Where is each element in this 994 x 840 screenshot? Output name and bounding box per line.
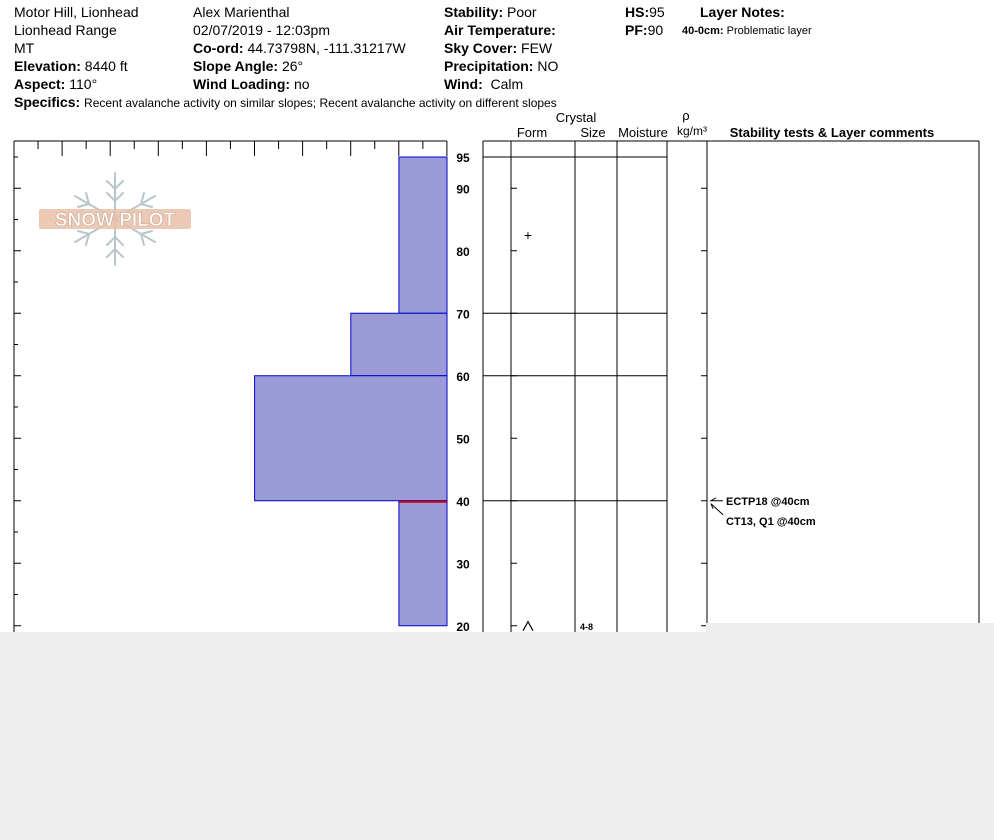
slope-label: Slope Angle: (193, 58, 279, 74)
elevation-value: 8440 ft (84, 58, 128, 74)
hs-label: HS: (625, 4, 650, 20)
stability-value: Poor (507, 4, 537, 20)
wind-loading-label: Wind Loading: (193, 76, 291, 92)
stability-test-result: CT13, Q1 @40cm (726, 515, 816, 528)
depth-label: 80 (456, 244, 470, 259)
layer-note-range: 40-0cm: (682, 25, 724, 37)
observer: Alex Marienthal (193, 4, 290, 20)
snow-layer-bar (351, 313, 447, 376)
depth-label: 30 (456, 557, 470, 572)
density-symbol: ρ (682, 108, 690, 123)
stability-test-pointer (711, 504, 723, 515)
depth-label: 50 (456, 432, 470, 447)
stability-test-result: ECTP18 @40cm (726, 495, 810, 508)
depth-label: 60 (456, 369, 470, 384)
observation-datetime: 02/07/2019 - 12:03pm (193, 22, 330, 38)
elevation-label: Elevation: (14, 58, 81, 74)
state: MT (14, 40, 35, 56)
coord-label: Co-ord: (193, 40, 244, 56)
snow-layer-bar (399, 157, 447, 313)
location: Motor Hill, Lionhead (14, 4, 139, 20)
size-header: Size (580, 125, 606, 140)
pf-value: 90 (647, 22, 664, 38)
hs-value: 95 (649, 4, 665, 20)
layer-notes-label: Layer Notes: (700, 4, 785, 20)
pf-label: PF: (625, 22, 648, 38)
depth-label: 40 (456, 494, 470, 509)
precip-value: NO (537, 58, 559, 74)
crystal-header: Crystal (555, 110, 597, 125)
crystal-form-symbol (523, 622, 533, 631)
form-header: Form (516, 125, 548, 140)
wind-loading-value: no (293, 76, 310, 92)
specifics-label: Specifics: (14, 94, 81, 110)
crystal-form-symbol: + (523, 227, 533, 244)
crystal-size: 4-8 (580, 621, 594, 632)
slope-value: 26° (281, 58, 304, 74)
density-unit: kg/m³ (677, 124, 707, 138)
air-temp-label: Air Temperature: (444, 22, 556, 38)
snowpilot-logo (39, 173, 191, 265)
stability-label: Stability: (444, 4, 504, 20)
layer-note-text: Problematic layer (726, 25, 812, 37)
sky-label: Sky Cover: (444, 40, 518, 56)
page-clip-area (706, 623, 994, 632)
wind-value: Calm (490, 76, 524, 92)
specifics-text: Recent avalanche activity on similar slopes; Recent avalanche activity on different slopes (84, 96, 557, 110)
depth-label: 20 (456, 619, 470, 632)
snow-layer-bar (399, 501, 447, 626)
depth-label: 95 (456, 151, 470, 165)
stability-test-pointer (711, 498, 723, 501)
aspect-value: 110° (69, 76, 98, 92)
wind-label: Wind: (444, 76, 483, 92)
depth-label: 90 (456, 182, 470, 197)
comments-header: Stability tests & Layer comments (729, 125, 935, 140)
mountain-range: Lionhead Range (14, 22, 117, 38)
aspect-label: Aspect: (14, 76, 66, 92)
sky-value: FEW (521, 40, 553, 56)
coord-value: 44.73798N, -111.31217W (247, 40, 406, 56)
moisture-header: Moisture (618, 125, 668, 140)
logo-text: SNOW PILOT (54, 210, 176, 231)
snow-layer-bar (255, 376, 447, 501)
depth-label: 70 (456, 307, 470, 322)
precip-label: Precipitation: (444, 58, 534, 74)
